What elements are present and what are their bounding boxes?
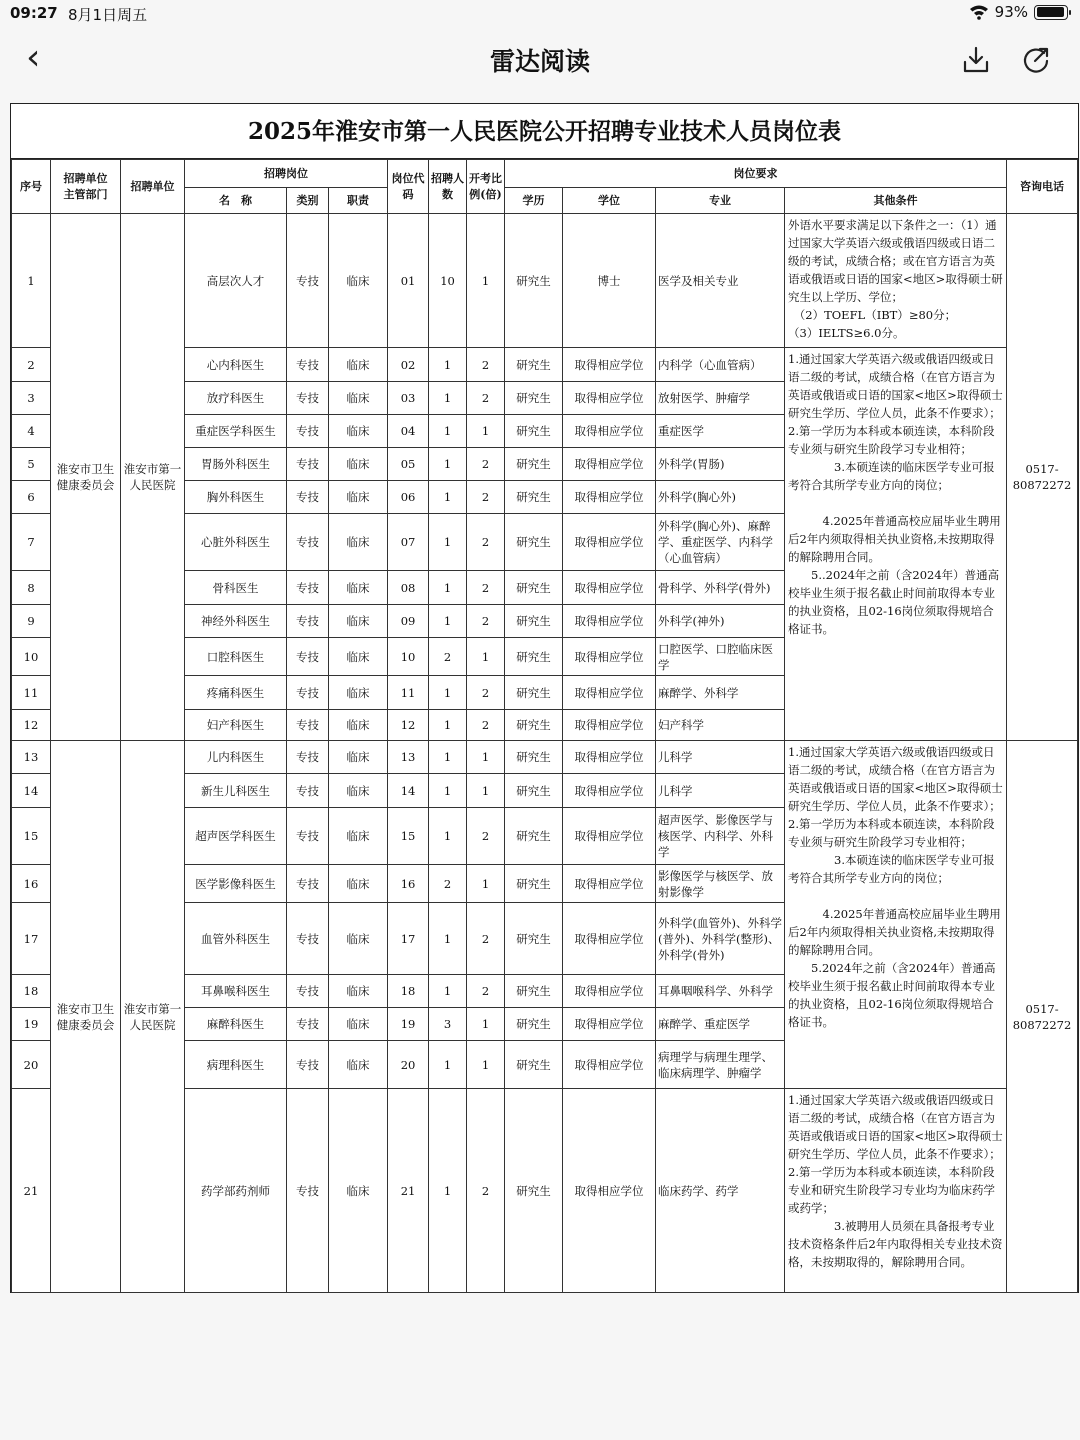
header-ratio: 开考比例(倍) <box>467 160 505 214</box>
category-cell: 专技 <box>287 571 329 605</box>
duty-cell: 临床 <box>329 348 388 382</box>
unit-cell: 淮安市第一人民医院 <box>121 214 185 741</box>
count-cell: 1 <box>429 1041 467 1089</box>
edu-cell: 研究生 <box>505 1089 563 1293</box>
seq-cell: 7 <box>12 514 51 571</box>
major-cell: 影像医学与核医学、放射影像学 <box>656 865 785 903</box>
name-cell: 放疗科医生 <box>185 382 287 415</box>
ratio-cell: 2 <box>467 676 505 710</box>
seq-cell: 3 <box>12 382 51 415</box>
share-icon[interactable] <box>1020 44 1052 76</box>
degree-cell: 取得相应学位 <box>563 1089 656 1293</box>
edu-cell: 研究生 <box>505 710 563 741</box>
header-edu: 学历 <box>505 188 563 214</box>
ratio-cell: 1 <box>467 774 505 808</box>
edu-cell: 研究生 <box>505 481 563 514</box>
edu-cell: 研究生 <box>505 514 563 571</box>
phone-cell: 0517-80872272 <box>1007 214 1078 741</box>
count-cell: 1 <box>429 975 467 1008</box>
major-cell: 病理学与病理生理学、临床病理学、肿瘤学 <box>656 1041 785 1089</box>
code-cell: 05 <box>388 448 429 481</box>
category-cell: 专技 <box>287 1089 329 1293</box>
degree-cell: 博士 <box>563 214 656 348</box>
document-title: 2025年淮安市第一人民医院公开招聘专业技术人员岗位表 <box>11 104 1078 159</box>
duty-cell: 临床 <box>329 808 388 865</box>
name-cell: 耳鼻喉科医生 <box>185 975 287 1008</box>
count-cell: 1 <box>429 415 467 448</box>
dept-cell: 淮安市卫生健康委员会 <box>51 214 121 741</box>
edu-cell: 研究生 <box>505 903 563 975</box>
edu-cell: 研究生 <box>505 638 563 676</box>
duty-cell: 临床 <box>329 975 388 1008</box>
ratio-cell: 2 <box>467 514 505 571</box>
category-cell: 专技 <box>287 865 329 903</box>
ratio-cell: 2 <box>467 710 505 741</box>
other-conditions-cell: 1.通过国家大学英语六级或俄语四级或日语二级的考试，成绩合格（在官方语言为英语或俄语或日语的国家<地区>取得硕士研究生学历、学位人员，此条不作要求）； 2.第一学历为本科或本硕连读，本科阶段专业须与研究生阶段学习专业相符； 3.本硕连读的临床医学专业可报考符合其所学专业方向的岗位； 4.2025年普通高校应届毕业生聘用后2年内须取得相关执业资格,未按期取得的解除聘用合同。 5..2024年之前（含2024年）普通高校毕业生须于报名截止时间前取得本专业的执业资格，且02-16岗位须取得规培合格证书。 <box>785 348 1007 741</box>
code-cell: 21 <box>388 1089 429 1293</box>
degree-cell: 取得相应学位 <box>563 605 656 638</box>
edu-cell: 研究生 <box>505 676 563 710</box>
duty-cell: 临床 <box>329 571 388 605</box>
major-cell: 医学及相关专业 <box>656 214 785 348</box>
code-cell: 10 <box>388 638 429 676</box>
wifi-icon <box>969 4 989 20</box>
name-cell: 血管外科医生 <box>185 903 287 975</box>
degree-cell: 取得相应学位 <box>563 865 656 903</box>
category-cell: 专技 <box>287 975 329 1008</box>
page-title: 雷达阅读 <box>489 47 590 76</box>
count-cell: 10 <box>429 214 467 348</box>
count-cell: 1 <box>429 808 467 865</box>
header-phone: 咨询电话 <box>1007 160 1078 214</box>
duty-cell: 临床 <box>329 774 388 808</box>
count-cell: 1 <box>429 676 467 710</box>
ratio-cell: 2 <box>467 808 505 865</box>
category-cell: 专技 <box>287 514 329 571</box>
duty-cell: 临床 <box>329 481 388 514</box>
count-cell: 1 <box>429 903 467 975</box>
battery-icon <box>1034 5 1068 20</box>
duty-cell: 临床 <box>329 676 388 710</box>
edu-cell: 研究生 <box>505 348 563 382</box>
header-major: 专业 <box>656 188 785 214</box>
seq-cell: 9 <box>12 605 51 638</box>
ratio-cell: 2 <box>467 1089 505 1293</box>
edu-cell: 研究生 <box>505 975 563 1008</box>
code-cell: 07 <box>388 514 429 571</box>
seq-cell: 10 <box>12 638 51 676</box>
ratio-cell: 1 <box>467 865 505 903</box>
category-cell: 专技 <box>287 903 329 975</box>
seq-cell: 12 <box>12 710 51 741</box>
name-cell: 心脏外科医生 <box>185 514 287 571</box>
major-cell: 麻醉学、外科学 <box>656 676 785 710</box>
degree-cell: 取得相应学位 <box>563 741 656 774</box>
major-cell: 骨科学、外科学(骨外) <box>656 571 785 605</box>
status-right <box>969 3 1068 21</box>
seq-cell: 19 <box>12 1008 51 1041</box>
count-cell: 1 <box>429 741 467 774</box>
header-category: 类别 <box>287 188 329 214</box>
seq-cell: 17 <box>12 903 51 975</box>
name-cell: 胸外科医生 <box>185 481 287 514</box>
name-cell: 疼痛科医生 <box>185 676 287 710</box>
name-cell: 新生儿科医生 <box>185 774 287 808</box>
code-cell: 09 <box>388 605 429 638</box>
duty-cell: 临床 <box>329 382 388 415</box>
count-cell: 1 <box>429 514 467 571</box>
duty-cell: 临床 <box>329 903 388 975</box>
code-cell: 12 <box>388 710 429 741</box>
table-row <box>12 741 1078 774</box>
code-cell: 01 <box>388 214 429 348</box>
ratio-cell: 2 <box>467 571 505 605</box>
name-cell: 重症医学科医生 <box>185 415 287 448</box>
count-cell: 1 <box>429 710 467 741</box>
count-cell: 1 <box>429 448 467 481</box>
major-cell: 外科学(神外) <box>656 605 785 638</box>
code-cell: 13 <box>388 741 429 774</box>
header-seq: 序号 <box>12 160 51 214</box>
edu-cell: 研究生 <box>505 571 563 605</box>
seq-cell: 15 <box>12 808 51 865</box>
duty-cell: 临床 <box>329 710 388 741</box>
duty-cell: 临床 <box>329 865 388 903</box>
ratio-cell: 2 <box>467 348 505 382</box>
back-button[interactable]: ‹ <box>26 37 41 78</box>
seq-cell: 2 <box>12 348 51 382</box>
ratio-cell: 1 <box>467 1041 505 1089</box>
category-cell: 专技 <box>287 214 329 348</box>
category-cell: 专技 <box>287 348 329 382</box>
ratio-cell: 1 <box>467 214 505 348</box>
seq-cell: 16 <box>12 865 51 903</box>
edu-cell: 研究生 <box>505 1008 563 1041</box>
name-cell: 胃肠外科医生 <box>185 448 287 481</box>
header-count: 招聘人数 <box>429 160 467 214</box>
degree-cell: 取得相应学位 <box>563 1008 656 1041</box>
nav-bar <box>0 28 1080 92</box>
degree-cell: 取得相应学位 <box>563 448 656 481</box>
ratio-cell: 2 <box>467 481 505 514</box>
header-dept: 招聘单位 主管部门 <box>51 160 121 214</box>
duty-cell: 临床 <box>329 448 388 481</box>
seq-cell: 14 <box>12 774 51 808</box>
edu-cell: 研究生 <box>505 605 563 638</box>
code-cell: 06 <box>388 481 429 514</box>
duty-cell: 临床 <box>329 214 388 348</box>
major-cell: 儿科学 <box>656 774 785 808</box>
edu-cell: 研究生 <box>505 415 563 448</box>
status-bar <box>0 0 1080 28</box>
degree-cell: 取得相应学位 <box>563 571 656 605</box>
major-cell: 儿科学 <box>656 741 785 774</box>
name-cell: 骨科医生 <box>185 571 287 605</box>
ratio-cell: 2 <box>467 903 505 975</box>
edu-cell: 研究生 <box>505 214 563 348</box>
header-unit: 招聘单位 <box>121 160 185 214</box>
edu-cell: 研究生 <box>505 448 563 481</box>
code-cell: 04 <box>388 415 429 448</box>
job-table <box>11 159 1078 1293</box>
category-cell: 专技 <box>287 676 329 710</box>
category-cell: 专技 <box>287 638 329 676</box>
table-body <box>12 214 1078 1293</box>
ratio-cell: 2 <box>467 448 505 481</box>
header-req-group: 岗位要求 <box>505 160 1007 188</box>
count-cell: 1 <box>429 774 467 808</box>
name-cell: 麻醉科医生 <box>185 1008 287 1041</box>
header-duty: 职责 <box>329 188 388 214</box>
ratio-cell: 1 <box>467 1008 505 1041</box>
header-other: 其他条件 <box>785 188 1007 214</box>
major-cell: 超声医学、影像医学与核医学、内科学、外科学 <box>656 808 785 865</box>
major-cell: 口腔医学、口腔临床医学 <box>656 638 785 676</box>
degree-cell: 取得相应学位 <box>563 903 656 975</box>
degree-cell: 取得相应学位 <box>563 348 656 382</box>
degree-cell: 取得相应学位 <box>563 808 656 865</box>
major-cell: 内科学（心血管病） <box>656 348 785 382</box>
document-page <box>10 103 1079 1293</box>
category-cell: 专技 <box>287 382 329 415</box>
unit-cell: 淮安市第一人民医院 <box>121 741 185 1293</box>
name-cell: 妇产科医生 <box>185 710 287 741</box>
code-cell: 08 <box>388 571 429 605</box>
seq-cell: 1 <box>12 214 51 348</box>
code-cell: 16 <box>388 865 429 903</box>
major-cell: 麻醉学、重症医学 <box>656 1008 785 1041</box>
header-name: 名 称 <box>185 188 287 214</box>
ratio-cell: 1 <box>467 415 505 448</box>
count-cell: 1 <box>429 605 467 638</box>
category-cell: 专技 <box>287 605 329 638</box>
other-conditions-cell: 1.通过国家大学英语六级或俄语四级或日语二级的考试，成绩合格（在官方语言为英语或俄语或日语的国家<地区>取得硕士研究生学历、学位人员，此条不作要求）； 2.第一学历为本科或本硕连读，本科阶段专业须与研究生阶段学习专业相符； 3.本硕连读的临床医学专业可报考符合其所学专业方向的岗位； 4.2025年普通高校应届毕业生聘用后2年内须取得相关执业资格,未按期取得的解除聘用合同。 5.2024年之前（含2024年）普通高校毕业生须于报名截止时间前取得本专业的执业资格，且02-16岗位须取得规培合格证书。 <box>785 741 1007 1089</box>
count-cell: 1 <box>429 1089 467 1293</box>
edu-cell: 研究生 <box>505 741 563 774</box>
ratio-cell: 2 <box>467 975 505 1008</box>
header-degree: 学位 <box>563 188 656 214</box>
battery-percent: 93% <box>994 3 1028 21</box>
category-cell: 专技 <box>287 710 329 741</box>
degree-cell: 取得相应学位 <box>563 382 656 415</box>
duty-cell: 临床 <box>329 415 388 448</box>
count-cell: 1 <box>429 571 467 605</box>
seq-cell: 21 <box>12 1089 51 1293</box>
name-cell: 医学影像科医生 <box>185 865 287 903</box>
header-code: 岗位代码 <box>388 160 429 214</box>
category-cell: 专技 <box>287 415 329 448</box>
degree-cell: 取得相应学位 <box>563 481 656 514</box>
header-post-group: 招聘岗位 <box>185 160 388 188</box>
other-conditions-cell: 1.通过国家大学英语六级或俄语四级或日语二级的考试，成绩合格（在官方语言为英语或俄语或日语的国家<地区>取得硕士研究生学历、学位人员，此条不作要求）； 2.第一学历为本科或本硕连读，本科阶段专业和研究生阶段学习专业均为临床药学或药学； 3.被聘用人员须在具备报考专业技术资格条件后2年内取得相关专业技术资格，未按期取得的，解除聘用合同。 <box>785 1089 1007 1293</box>
code-cell: 14 <box>388 774 429 808</box>
category-cell: 专技 <box>287 448 329 481</box>
download-icon[interactable] <box>960 44 992 76</box>
ratio-cell: 1 <box>467 638 505 676</box>
degree-cell: 取得相应学位 <box>563 774 656 808</box>
ratio-cell: 2 <box>467 605 505 638</box>
code-cell: 18 <box>388 975 429 1008</box>
name-cell: 神经外科医生 <box>185 605 287 638</box>
seq-cell: 5 <box>12 448 51 481</box>
major-cell: 放射医学、肿瘤学 <box>656 382 785 415</box>
degree-cell: 取得相应学位 <box>563 676 656 710</box>
count-cell: 2 <box>429 638 467 676</box>
seq-cell: 4 <box>12 415 51 448</box>
major-cell: 妇产科学 <box>656 710 785 741</box>
count-cell: 2 <box>429 865 467 903</box>
code-cell: 15 <box>388 808 429 865</box>
count-cell: 1 <box>429 382 467 415</box>
count-cell: 1 <box>429 348 467 382</box>
name-cell: 病理科医生 <box>185 1041 287 1089</box>
degree-cell: 取得相应学位 <box>563 1041 656 1089</box>
degree-cell: 取得相应学位 <box>563 975 656 1008</box>
code-cell: 02 <box>388 348 429 382</box>
seq-cell: 8 <box>12 571 51 605</box>
duty-cell: 临床 <box>329 638 388 676</box>
name-cell: 超声医学科医生 <box>185 808 287 865</box>
ratio-cell: 2 <box>467 382 505 415</box>
edu-cell: 研究生 <box>505 865 563 903</box>
major-cell: 外科学(血管外)、外科学(普外)、外科学(整形)、外科学(骨外) <box>656 903 785 975</box>
category-cell: 专技 <box>287 774 329 808</box>
ratio-cell: 1 <box>467 741 505 774</box>
duty-cell: 临床 <box>329 514 388 571</box>
seq-cell: 11 <box>12 676 51 710</box>
other-conditions-cell: 外语水平要求满足以下条件之一：（1）通过国家大学英语六级或俄语四级或日语二级的考试，成绩合格；或在官方语言为英语或俄语或日语的国家<地区>取得硕士研究生以上学历、学位； （2）TOEFL（IBT）≥80分； （3）IELTS≥6.0分。 <box>785 214 1007 348</box>
major-cell: 临床药学、药学 <box>656 1089 785 1293</box>
duty-cell: 临床 <box>329 1008 388 1041</box>
seq-cell: 20 <box>12 1041 51 1089</box>
seq-cell: 6 <box>12 481 51 514</box>
duty-cell: 临床 <box>329 1041 388 1089</box>
duty-cell: 临床 <box>329 605 388 638</box>
dept-cell: 淮安市卫生健康委员会 <box>51 741 121 1293</box>
name-cell: 药学部药剂师 <box>185 1089 287 1293</box>
code-cell: 17 <box>388 903 429 975</box>
degree-cell: 取得相应学位 <box>563 514 656 571</box>
edu-cell: 研究生 <box>505 382 563 415</box>
edu-cell: 研究生 <box>505 774 563 808</box>
name-cell: 口腔科医生 <box>185 638 287 676</box>
code-cell: 11 <box>388 676 429 710</box>
table-row <box>12 214 1078 348</box>
count-cell: 1 <box>429 481 467 514</box>
count-cell: 3 <box>429 1008 467 1041</box>
degree-cell: 取得相应学位 <box>563 710 656 741</box>
name-cell: 高层次人才 <box>185 214 287 348</box>
code-cell: 20 <box>388 1041 429 1089</box>
status-date: 8月1日周五 <box>68 6 148 24</box>
major-cell: 外科学(胸心外)、麻醉学、重症医学、内科学（心血管病） <box>656 514 785 571</box>
duty-cell: 临床 <box>329 741 388 774</box>
code-cell: 19 <box>388 1008 429 1041</box>
major-cell: 外科学(胸心外) <box>656 481 785 514</box>
category-cell: 专技 <box>287 481 329 514</box>
major-cell: 耳鼻咽喉科学、外科学 <box>656 975 785 1008</box>
category-cell: 专技 <box>287 1008 329 1041</box>
major-cell: 重症医学 <box>656 415 785 448</box>
edu-cell: 研究生 <box>505 1041 563 1089</box>
degree-cell: 取得相应学位 <box>563 415 656 448</box>
edu-cell: 研究生 <box>505 808 563 865</box>
name-cell: 心内科医生 <box>185 348 287 382</box>
status-time: 09:27 <box>10 4 58 22</box>
duty-cell: 临床 <box>329 1089 388 1293</box>
phone-cell: 0517-80872272 <box>1007 741 1078 1293</box>
category-cell: 专技 <box>287 808 329 865</box>
category-cell: 专技 <box>287 741 329 774</box>
category-cell: 专技 <box>287 1041 329 1089</box>
seq-cell: 13 <box>12 741 51 774</box>
degree-cell: 取得相应学位 <box>563 638 656 676</box>
name-cell: 儿内科医生 <box>185 741 287 774</box>
major-cell: 外科学(胃肠) <box>656 448 785 481</box>
seq-cell: 18 <box>12 975 51 1008</box>
code-cell: 03 <box>388 382 429 415</box>
